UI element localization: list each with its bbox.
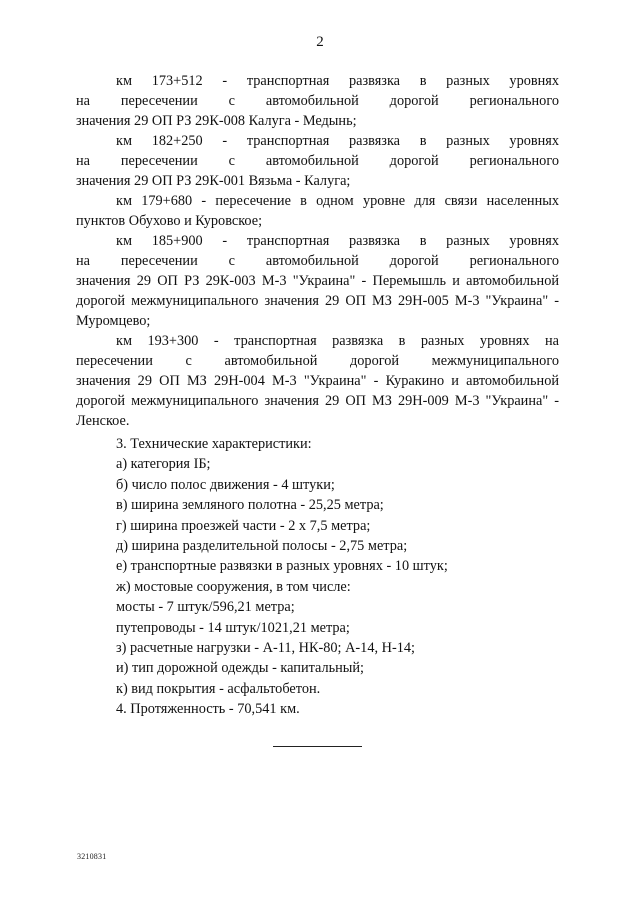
text-line: км 173+512 - транспортная развязка в разных уровнях <box>116 73 559 89</box>
text-line: пунктов Обухово и Куровское; <box>76 213 263 229</box>
text-line: на пересечении с автомобильной дорогой регионального <box>76 253 559 269</box>
text-line: км 179+680 - пересечение в одном уровне для связи населенных <box>116 193 559 209</box>
text-line: Ленское. <box>76 413 130 429</box>
spec-item: к) вид покрытия - асфальтобетон. <box>116 680 321 697</box>
paragraph-km-185 <box>76 231 559 331</box>
page-number: 2 <box>316 34 324 50</box>
paragraph-km-182 <box>76 131 559 191</box>
spec-item: е) транспортные развязки в разных уровнях - 10 штук; <box>116 558 448 575</box>
spec-item: б) число полос движения - 4 штуки; <box>116 476 335 493</box>
spec-item: з) расчетные нагрузки - А-11, НК-80; А-14, Н-14; <box>116 639 415 656</box>
spec-item: а) категория IБ; <box>116 456 211 473</box>
document-code: 3210831 <box>77 852 107 861</box>
document-body <box>76 71 559 719</box>
text-line: км 185+900 - транспортная развязка в разных уровнях <box>116 233 559 249</box>
text-line: км 182+250 - транспортная развязка в разных уровнях <box>116 133 559 149</box>
paragraph-km-179 <box>76 191 559 231</box>
text-line: значения 29 ОП РЗ 29К-008 Калуга - Медынь; <box>76 113 357 129</box>
text-line: дорогой межмуниципального значения 29 ОП МЗ 29Н-005 М-3 "Украина" - <box>76 293 559 309</box>
text-line: км 193+300 - транспортная развязка в разных уровнях на <box>116 333 559 349</box>
section-length: 4. Протяженность - 70,541 км. <box>116 701 300 718</box>
spec-item: мосты - 7 штук/596,21 метра; <box>116 599 295 616</box>
section-heading: 3. Технические характеристики: <box>116 436 312 452</box>
paragraph-km-193 <box>76 331 559 431</box>
end-of-document-rule <box>273 746 362 747</box>
text-line: значения 29 ОП МЗ 29Н-004 М-3 "Украина" - Куракино и автомобильной <box>76 373 559 389</box>
paragraph-km-173 <box>76 71 559 131</box>
spec-item: и) тип дорожной одежды - капитальный; <box>116 660 365 677</box>
text-line: Муромцево; <box>76 313 151 329</box>
text-line: пересечении с автомобильной дорогой межмуниципального <box>76 353 559 369</box>
text-line: значения 29 ОП РЗ 29К-003 М-3 "Украина" - Перемышль и автомобильной <box>76 273 559 289</box>
text-line: значения 29 ОП РЗ 29К-001 Вязьма - Калуга; <box>76 173 351 189</box>
spec-item: ж) мостовые сооружения, в том числе: <box>116 578 351 595</box>
text-line: на пересечении с автомобильной дорогой регионального <box>76 153 559 169</box>
spec-item: в) ширина земляного полотна - 25,25 метра; <box>116 497 384 514</box>
text-line: на пересечении с автомобильной дорогой регионального <box>76 93 559 109</box>
text-line: дорогой межмуниципального значения 29 ОП МЗ 29Н-009 М-3 "Украина" - <box>76 393 559 409</box>
spec-item: д) ширина разделительной полосы - 2,75 метра; <box>116 537 408 554</box>
spec-item: путепроводы - 14 штук/1021,21 метра; <box>116 619 350 636</box>
spec-item: г) ширина проезжей части - 2 х 7,5 метра; <box>116 517 371 534</box>
technical-specs <box>76 434 559 719</box>
